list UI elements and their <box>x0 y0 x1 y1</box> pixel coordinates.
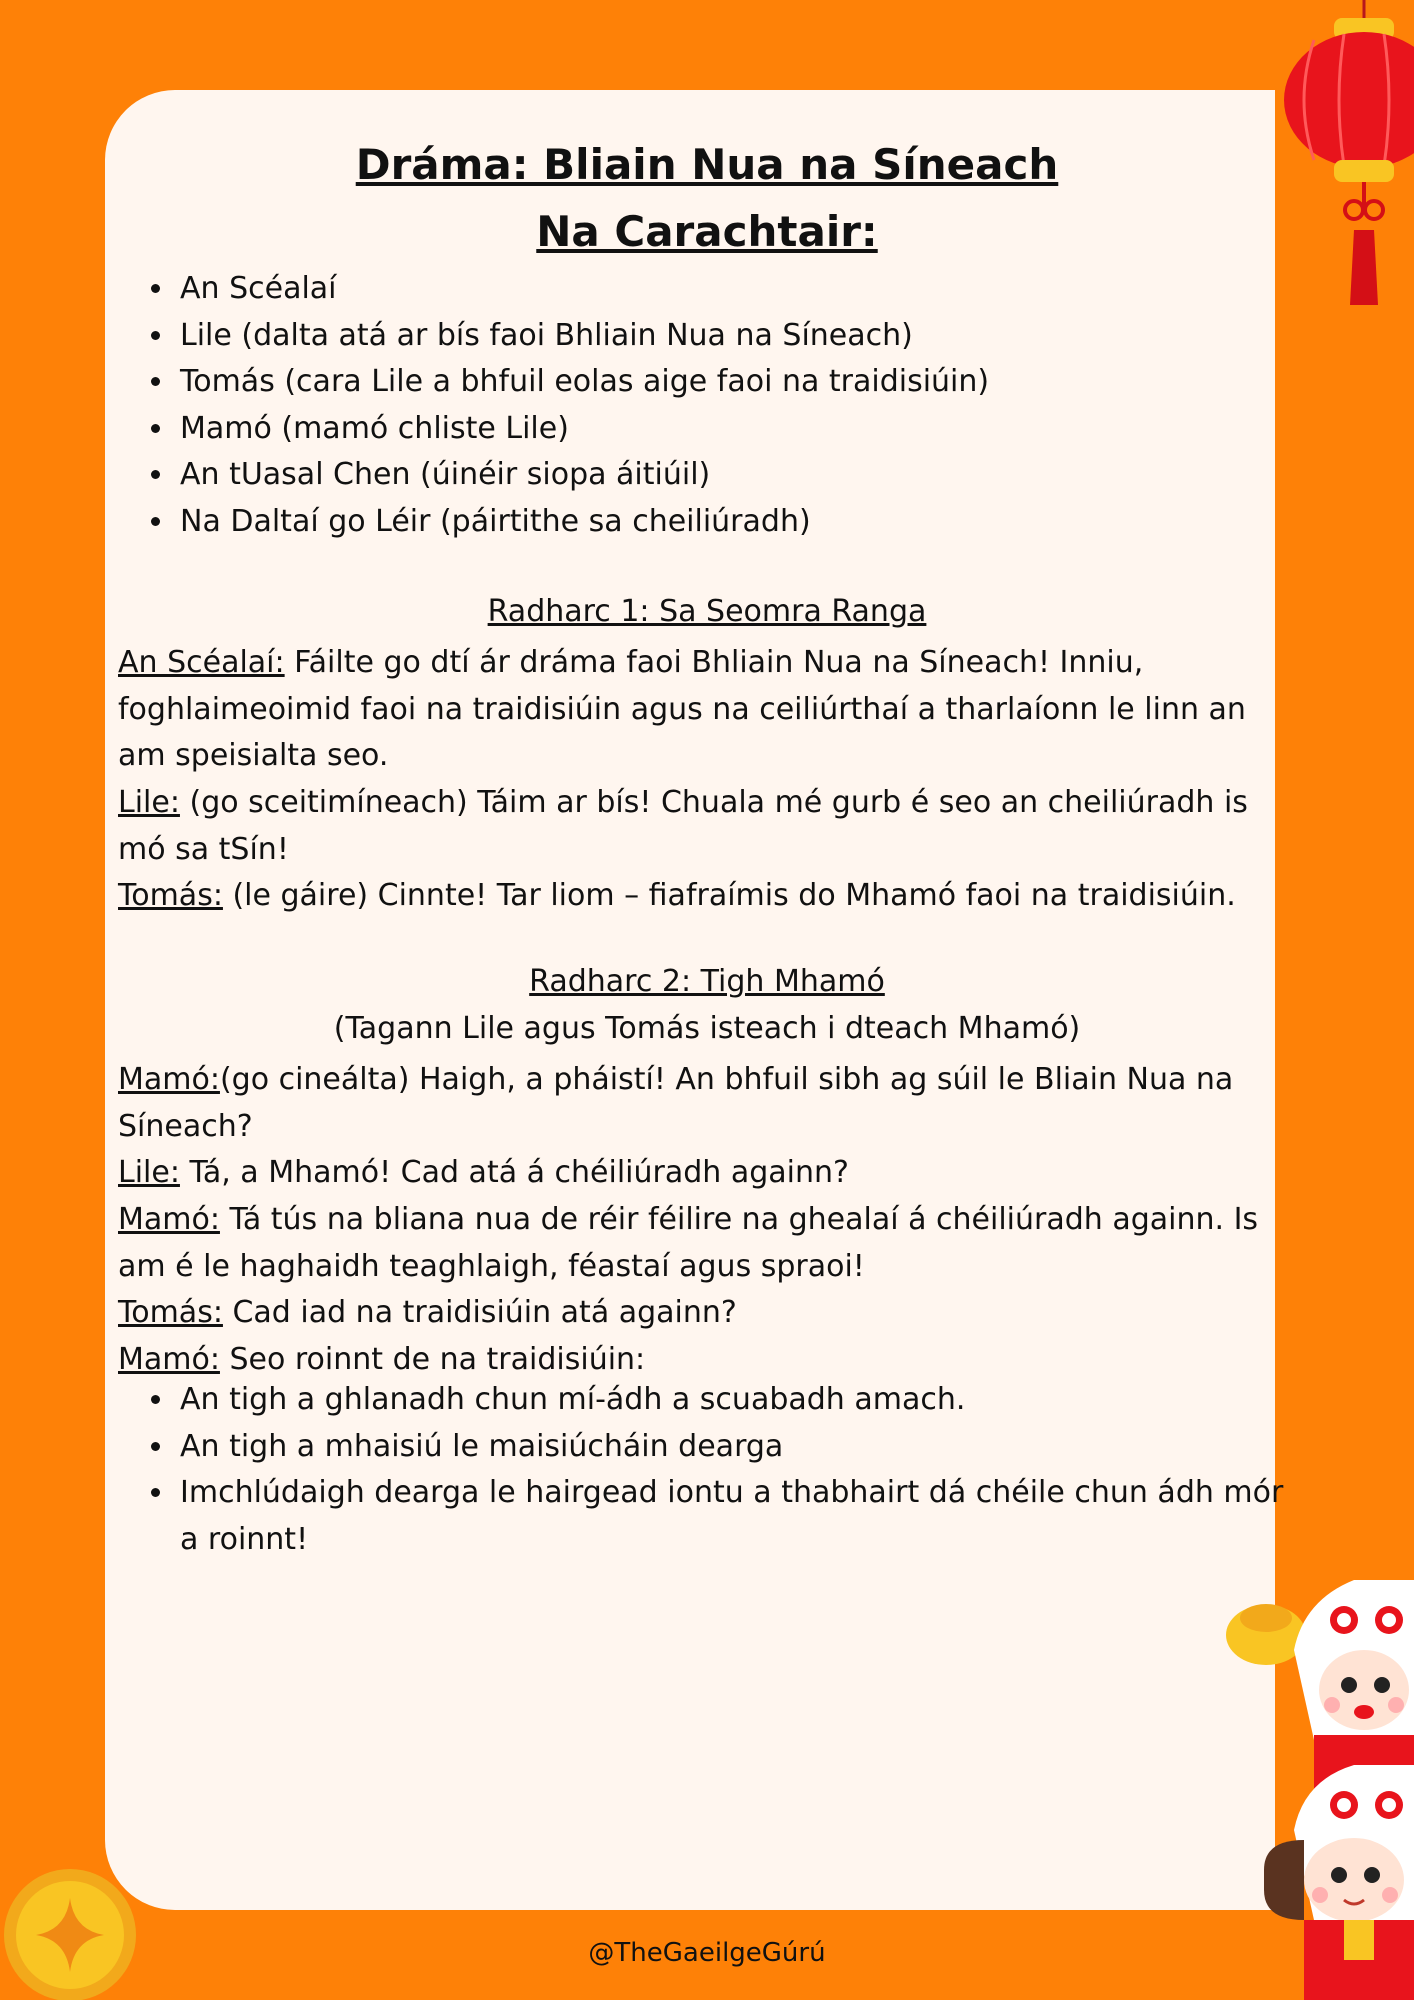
dialogue-line <box>118 1150 1268 1197</box>
footer-handle: @TheGaeilgeGúrú <box>588 1938 826 1968</box>
characters-heading: Na Carachtair: <box>536 207 878 256</box>
dialogue-text: Tá tús na bliana nua de réir féilire na ghealaí á chéiliúradh againn. Is am é le haghaidh teaghlaigh, féastaí agus spraoi! <box>118 1202 1259 1284</box>
dialogue-line <box>118 1290 1268 1337</box>
scene-2-heading: Radharc 2: Tigh Mhamó <box>529 964 885 999</box>
list-item: • An tUasal Chen (úinéir siopa áitiúil) <box>176 452 1306 499</box>
list-item: • Mamó (mamó chliste Lile) <box>176 406 1306 453</box>
list-item: • Tomás (cara Lile a bhfuil eolas aige faoi na traidisiúin) <box>176 359 1306 406</box>
list-item: • Imchlúdaigh dearga le hairgead iontu a thabhairt dá chéile chun ádh mór a roinnt! <box>176 1470 1306 1563</box>
gold-coin-illustration <box>0 1860 140 2000</box>
dialogue-text: Seo roinnt de na traidisiúin: <box>219 1342 646 1377</box>
stage-direction: (Tagann Lile agus Tomás isteach i dteach Mhamó) <box>333 1011 1081 1046</box>
dialogue-text: (go sceitimíneach) Táim ar bís! Chuala mé gurb é seo an cheiliúradh is mó sa tSín! <box>118 785 1248 867</box>
dialogue-text: (le gáire) Cinnte! Tar liom – fiafraímis do Mhamó faoi na traidisiúin. <box>222 878 1236 913</box>
dialogue-text: Tá, a Mhamó! Cad atá á chéiliúradh againn? <box>179 1155 849 1190</box>
dialogue-line <box>118 1197 1268 1290</box>
list-item: • An tigh a ghlanadh chun mí-ádh a scuabadh amach. <box>176 1377 1306 1424</box>
speaker-name: Lile: <box>118 785 180 820</box>
speaker-name: Lile: <box>118 1155 180 1190</box>
dialogue-text: Fáilte go dtí ár dráma faoi Bhliain Nua na Síneach! Inniu, foghlaimeoimid faoi na traidisiúin agus na ceiliúrthaí a tharlaíonn le linn an am speisialta seo. <box>118 645 1246 773</box>
list-item: • Na Daltaí go Léir (páirtithe sa cheiliúradh) <box>176 499 1306 546</box>
list-item: • Lile (dalta atá ar bís faoi Bhliain Nua na Síneach) <box>176 313 1306 360</box>
lion-dance-illustration <box>1204 1540 1414 2000</box>
dialogue-line <box>118 1057 1268 1150</box>
scene-1-heading: Radharc 1: Sa Seomra Ranga <box>487 594 927 629</box>
dialogue-text: (go cineálta) Haigh, a pháistí! An bhfuil sibh ag súil le Bliain Nua na Síneach? <box>118 1062 1234 1144</box>
list-item: • An Scéalaí <box>176 266 1306 313</box>
characters-list <box>140 266 1306 545</box>
speaker-name: Tomás: <box>118 878 223 913</box>
traditions-list <box>140 1377 1306 1563</box>
speaker-name: Mamó: <box>118 1062 220 1097</box>
speaker-name: Mamó: <box>118 1202 220 1237</box>
speaker-name: Tomás: <box>118 1295 223 1330</box>
list-item: • An tigh a mhaisiú le maisiúcháin dearga <box>176 1424 1306 1471</box>
dialogue-text: Cad iad na traidisiúin atá againn? <box>222 1295 737 1330</box>
speaker-name: Mamó: <box>118 1342 220 1377</box>
speaker-name: An Scéalaí: <box>118 645 285 680</box>
dialogue-line <box>118 780 1268 873</box>
page-title: Dráma: Bliain Nua na Síneach <box>355 140 1059 189</box>
dialogue-line <box>118 873 1268 920</box>
dialogue-line <box>118 640 1268 780</box>
